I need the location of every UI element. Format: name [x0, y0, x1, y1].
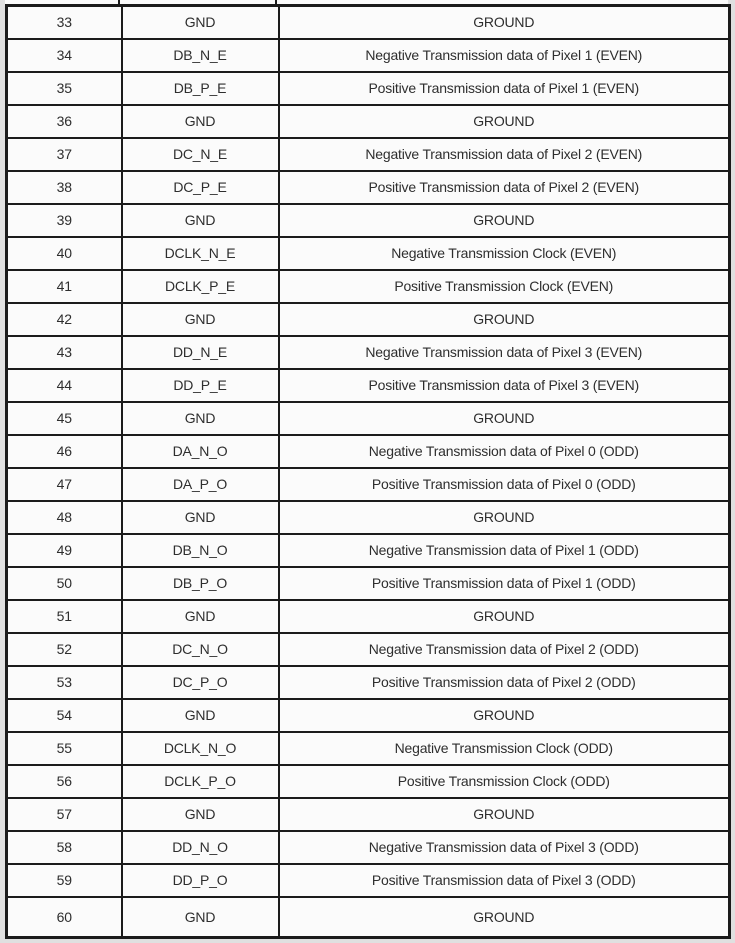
signal-cell: DCLK_P_E: [122, 270, 279, 303]
table-row: [7, 369, 730, 402]
pin-cell: 42: [7, 303, 122, 336]
pin-cell: 44: [7, 369, 122, 402]
signal-cell: DB_N_O: [122, 534, 279, 567]
table-row: [7, 831, 730, 864]
pin-cell: 35: [7, 72, 122, 105]
signal-cell: DCLK_P_O: [122, 765, 279, 798]
table-row: [7, 171, 730, 204]
description-cell: GROUND: [279, 798, 730, 831]
table-row: [7, 798, 730, 831]
signal-cell: GND: [122, 204, 279, 237]
description-cell: Positive Transmission data of Pixel 3 (EVEN): [279, 369, 730, 402]
pin-cell: 53: [7, 666, 122, 699]
description-cell: Negative Transmission data of Pixel 3 (EVEN): [279, 336, 730, 369]
pin-table-body: [7, 6, 730, 938]
table-row: [7, 633, 730, 666]
description-cell: Negative Transmission data of Pixel 1 (EVEN): [279, 39, 730, 72]
pin-cell: 45: [7, 402, 122, 435]
pin-cell: 58: [7, 831, 122, 864]
signal-cell: DC_P_E: [122, 171, 279, 204]
table-row: [7, 501, 730, 534]
pin-cell: 36: [7, 105, 122, 138]
table-row: [7, 204, 730, 237]
description-cell: Negative Transmission data of Pixel 3 (ODD): [279, 831, 730, 864]
description-cell: Negative Transmission data of Pixel 2 (EVEN): [279, 138, 730, 171]
pin-cell: 59: [7, 864, 122, 897]
description-cell: GROUND: [279, 600, 730, 633]
table-row: [7, 897, 730, 938]
table-row: [7, 138, 730, 171]
description-cell: Positive Transmission Clock (ODD): [279, 765, 730, 798]
description-cell: Negative Transmission data of Pixel 2 (ODD): [279, 633, 730, 666]
description-cell: Positive Transmission data of Pixel 2 (ODD): [279, 666, 730, 699]
pin-assignment-table: [5, 4, 731, 939]
description-cell: Negative Transmission data of Pixel 1 (ODD): [279, 534, 730, 567]
pin-cell: 50: [7, 567, 122, 600]
signal-cell: DC_N_E: [122, 138, 279, 171]
signal-cell: GND: [122, 105, 279, 138]
pin-cell: 51: [7, 600, 122, 633]
signal-cell: GND: [122, 6, 279, 39]
signal-cell: DD_N_E: [122, 336, 279, 369]
table-row: [7, 39, 730, 72]
description-cell: GROUND: [279, 402, 730, 435]
pin-cell: 34: [7, 39, 122, 72]
pin-cell: 38: [7, 171, 122, 204]
signal-cell: DCLK_N_O: [122, 732, 279, 765]
table-row: [7, 699, 730, 732]
signal-cell: GND: [122, 897, 279, 938]
table-row: [7, 666, 730, 699]
signal-cell: DCLK_N_E: [122, 237, 279, 270]
table-row: [7, 435, 730, 468]
description-cell: Positive Transmission data of Pixel 3 (ODD): [279, 864, 730, 897]
description-cell: GROUND: [279, 6, 730, 39]
description-cell: GROUND: [279, 897, 730, 938]
pin-cell: 56: [7, 765, 122, 798]
pin-cell: 39: [7, 204, 122, 237]
signal-cell: DB_P_E: [122, 72, 279, 105]
pin-cell: 47: [7, 468, 122, 501]
table-row: [7, 534, 730, 567]
table-row: [7, 237, 730, 270]
signal-cell: DD_N_O: [122, 831, 279, 864]
signal-cell: GND: [122, 303, 279, 336]
pin-cell: 41: [7, 270, 122, 303]
table-row: [7, 600, 730, 633]
signal-cell: DC_N_O: [122, 633, 279, 666]
description-cell: Negative Transmission data of Pixel 0 (ODD): [279, 435, 730, 468]
signal-cell: DA_P_O: [122, 468, 279, 501]
signal-cell: GND: [122, 798, 279, 831]
description-cell: Positive Transmission data of Pixel 1 (ODD): [279, 567, 730, 600]
table-row: [7, 72, 730, 105]
signal-cell: DD_P_E: [122, 369, 279, 402]
pin-cell: 48: [7, 501, 122, 534]
description-cell: GROUND: [279, 303, 730, 336]
table-row: [7, 567, 730, 600]
signal-cell: GND: [122, 600, 279, 633]
description-cell: GROUND: [279, 501, 730, 534]
table-row: [7, 468, 730, 501]
pin-cell: 57: [7, 798, 122, 831]
signal-cell: DB_N_E: [122, 39, 279, 72]
pin-cell: 40: [7, 237, 122, 270]
table-row: [7, 105, 730, 138]
description-cell: Positive Transmission data of Pixel 2 (EVEN): [279, 171, 730, 204]
signal-cell: DA_N_O: [122, 435, 279, 468]
description-cell: GROUND: [279, 105, 730, 138]
table-row: [7, 732, 730, 765]
table-row: [7, 336, 730, 369]
signal-cell: DD_P_O: [122, 864, 279, 897]
description-cell: GROUND: [279, 699, 730, 732]
table-row: [7, 402, 730, 435]
pin-cell: 54: [7, 699, 122, 732]
description-cell: Negative Transmission Clock (ODD): [279, 732, 730, 765]
description-cell: Positive Transmission data of Pixel 0 (ODD): [279, 468, 730, 501]
description-cell: Positive Transmission data of Pixel 1 (EVEN): [279, 72, 730, 105]
table-row: [7, 270, 730, 303]
pin-cell: 43: [7, 336, 122, 369]
pin-cell: 60: [7, 897, 122, 938]
table-row: [7, 6, 730, 39]
pin-cell: 37: [7, 138, 122, 171]
pin-cell: 33: [7, 6, 122, 39]
signal-cell: DB_P_O: [122, 567, 279, 600]
pin-cell: 55: [7, 732, 122, 765]
pin-cell: 52: [7, 633, 122, 666]
signal-cell: GND: [122, 402, 279, 435]
table-row: [7, 864, 730, 897]
signal-cell: GND: [122, 501, 279, 534]
table-row: [7, 765, 730, 798]
description-cell: GROUND: [279, 204, 730, 237]
signal-cell: DC_P_O: [122, 666, 279, 699]
signal-cell: GND: [122, 699, 279, 732]
pin-cell: 49: [7, 534, 122, 567]
description-cell: Negative Transmission Clock (EVEN): [279, 237, 730, 270]
pin-cell: 46: [7, 435, 122, 468]
table-row: [7, 303, 730, 336]
description-cell: Positive Transmission Clock (EVEN): [279, 270, 730, 303]
